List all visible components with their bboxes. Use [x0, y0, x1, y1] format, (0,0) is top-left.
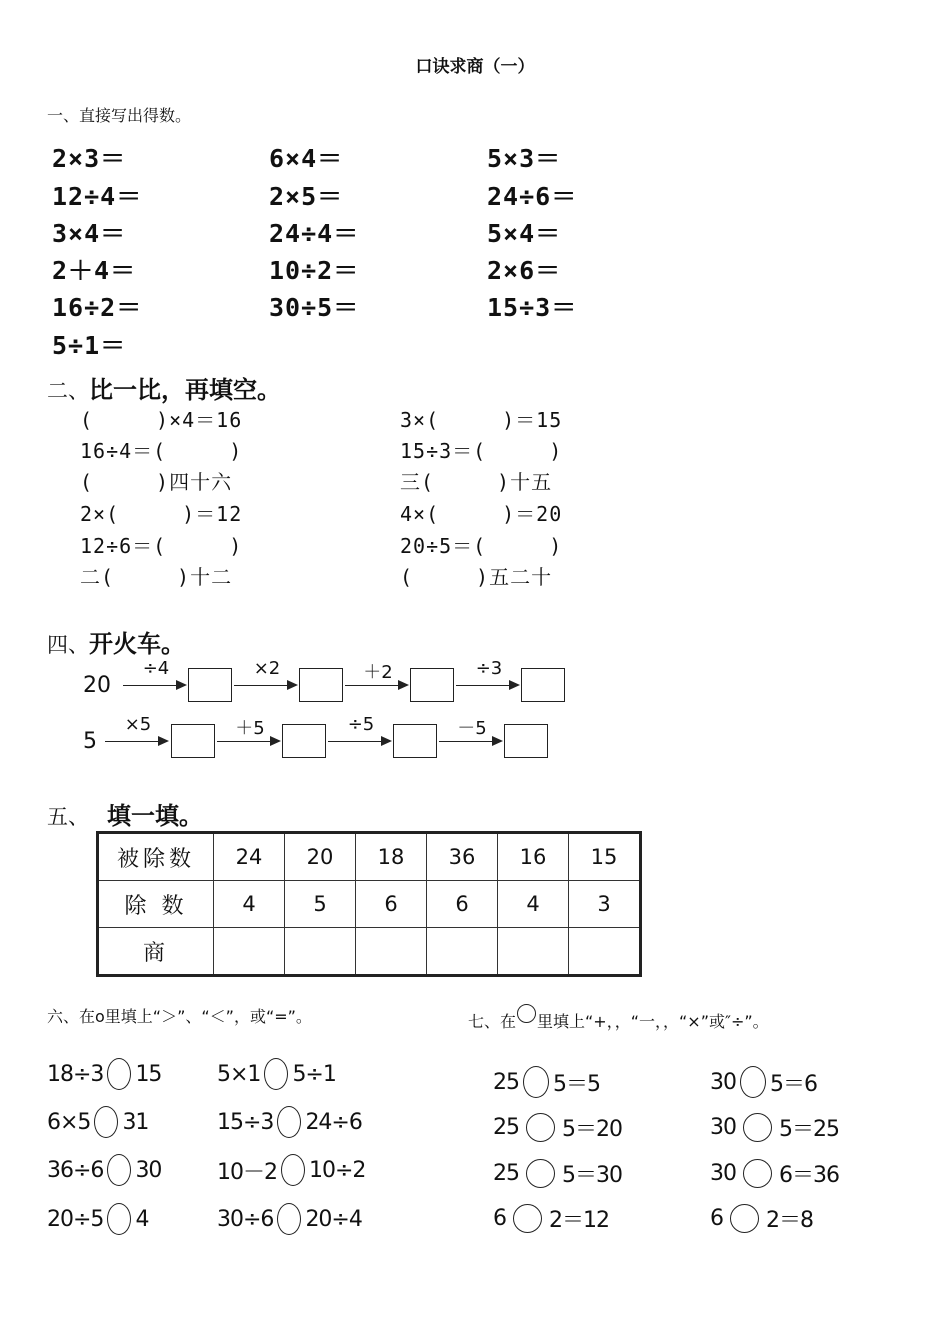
- section5-heading-prefix: 五、: [47, 805, 89, 829]
- right-expr: 10÷2: [309, 1157, 366, 1183]
- s1-equation: 24÷4＝: [269, 219, 360, 248]
- left-number: 25: [493, 1161, 519, 1186]
- quotient-answer-cell[interactable]: [285, 928, 356, 976]
- right-expr: 6＝36: [779, 1163, 839, 1188]
- s1-equation: 16÷2＝: [52, 293, 143, 322]
- divisor-cell: 6: [427, 881, 498, 928]
- quotient-answer-cell[interactable]: [214, 928, 285, 976]
- right-expr: 5＝30: [562, 1163, 622, 1188]
- s7-operator-item: [493, 1112, 622, 1143]
- s2-fill-blank: 16÷4＝( ): [80, 439, 243, 463]
- quotient-answer-cell[interactable]: [569, 928, 641, 976]
- divisor-cell: 5: [285, 881, 356, 928]
- left-expr: 36÷6: [47, 1157, 104, 1183]
- section2-heading: [47, 370, 281, 405]
- dividend-cell: 24: [214, 833, 285, 881]
- s7-operator-item: [710, 1203, 813, 1234]
- s1-equation: 5÷1＝: [52, 331, 127, 360]
- s1-equation: 5×3＝: [487, 144, 562, 173]
- compare-oval[interactable]: [107, 1154, 131, 1186]
- compare-oval[interactable]: [277, 1203, 301, 1235]
- right-expr: 5＝5: [553, 1071, 600, 1097]
- left-expr: 18÷3: [47, 1061, 104, 1087]
- section4-heading-text: 开火车。: [89, 630, 185, 658]
- s6-compare-item: [47, 1106, 148, 1138]
- train1-answer-box[interactable]: [521, 668, 565, 702]
- train1-arrow: [234, 685, 296, 686]
- table-row: [98, 881, 641, 928]
- s1-equation: 30÷5＝: [269, 293, 360, 322]
- left-expr: 10－2: [217, 1159, 277, 1185]
- train2-answer-box[interactable]: [282, 724, 326, 758]
- s1-equation: 2×6＝: [487, 256, 562, 285]
- section5-heading: [47, 796, 203, 831]
- s1-equation: 2×5＝: [269, 182, 344, 211]
- section5-heading-text: 填一填。: [107, 802, 203, 830]
- right-expr: 5＝20: [562, 1117, 622, 1142]
- s2-fill-blank: ( )四十六: [80, 470, 233, 494]
- s6-compare-item: [217, 1106, 362, 1138]
- train1-op-label: ＋2: [363, 662, 393, 683]
- table-row: [98, 833, 641, 881]
- train1-op-label: ×2: [253, 658, 281, 679]
- s7-operator-item: [710, 1158, 839, 1189]
- s7-operator-item: [710, 1066, 817, 1098]
- s1-equation: 2＋4＝: [52, 256, 137, 285]
- train2-arrow: [439, 741, 501, 742]
- left-expr: 20÷5: [47, 1206, 104, 1232]
- right-expr: 20÷4: [305, 1206, 362, 1232]
- left-number: 25: [493, 1115, 519, 1140]
- s2-fill-blank: 3×( )＝15: [400, 408, 563, 432]
- right-expr: 31: [122, 1109, 149, 1135]
- right-expr: 5＝6: [770, 1071, 817, 1097]
- quotient-answer-cell[interactable]: [356, 928, 427, 976]
- left-number: 6: [493, 1206, 506, 1231]
- row-label-divisor: 除 数: [98, 881, 214, 928]
- section4-heading-prefix: 四、: [47, 633, 89, 657]
- division-table: [96, 831, 642, 977]
- s2-fill-blank: 4×( )＝20: [400, 502, 563, 526]
- section4-heading: [47, 624, 185, 659]
- train2-answer-box[interactable]: [393, 724, 437, 758]
- s6-compare-item: [47, 1058, 161, 1090]
- s2-fill-blank: 二( )十二: [80, 565, 233, 589]
- train1-start-number: 20: [83, 673, 111, 698]
- row-label-dividend: 被除数: [98, 833, 214, 881]
- s1-equation: 3×4＝: [52, 219, 127, 248]
- s2-fill-blank: ( )五二十: [400, 565, 553, 589]
- divisor-cell: 4: [498, 881, 569, 928]
- section1-heading: 一、直接写出得数。: [47, 106, 192, 125]
- right-expr: 5÷1: [292, 1061, 336, 1087]
- train1-answer-box[interactable]: [410, 668, 454, 702]
- s1-equation: 24÷6＝: [487, 182, 578, 211]
- quotient-answer-cell[interactable]: [498, 928, 569, 976]
- s1-equation: 12÷4＝: [52, 182, 143, 211]
- train2-start-number: 5: [83, 729, 97, 754]
- train2-arrow: [328, 741, 390, 742]
- left-number: 25: [493, 1069, 519, 1095]
- row-label-quotient: 商: [98, 928, 214, 976]
- compare-oval[interactable]: [107, 1058, 131, 1090]
- s6-compare-item: [47, 1203, 148, 1235]
- operator-circle[interactable]: [526, 1113, 555, 1142]
- dividend-cell: 18: [356, 833, 427, 881]
- right-expr: 2＝8: [766, 1208, 813, 1233]
- operator-circle[interactable]: [743, 1113, 772, 1142]
- circle-icon: [517, 1004, 536, 1023]
- section7-heading-start: 七、在: [468, 1012, 517, 1031]
- dividend-cell: 20: [285, 833, 356, 881]
- table-row: [98, 928, 641, 976]
- s7-operator-item: [710, 1112, 839, 1143]
- quotient-answer-cell[interactable]: [427, 928, 498, 976]
- train2-op-label: ＋5: [235, 718, 265, 739]
- right-expr: 4: [135, 1206, 149, 1232]
- s6-compare-item: [217, 1154, 365, 1186]
- compare-oval[interactable]: [107, 1203, 131, 1235]
- divisor-cell: 6: [356, 881, 427, 928]
- s2-fill-blank: 20÷5＝( ): [400, 534, 563, 558]
- operator-circle[interactable]: [526, 1159, 555, 1188]
- section7-heading-end: 里填上“+，，“一，，“×”或″÷”。: [537, 1012, 769, 1031]
- operator-circle[interactable]: [740, 1066, 766, 1098]
- compare-oval[interactable]: [281, 1154, 305, 1186]
- s6-compare-item: [217, 1058, 336, 1090]
- left-expr: 6×5: [47, 1109, 91, 1135]
- train1-arrow: [345, 685, 407, 686]
- s7-operator-item: [493, 1203, 609, 1234]
- train1-answer-box[interactable]: [299, 668, 343, 702]
- s2-fill-blank: 12÷6＝( ): [80, 534, 243, 558]
- right-expr: 2＝12: [549, 1208, 609, 1233]
- section2-heading-text: 比一比，再填空。: [89, 376, 281, 404]
- right-expr: 24÷6: [305, 1109, 362, 1135]
- section6-heading: 六、在o里填上“＞”、“＜”，或“=”。: [47, 1007, 312, 1026]
- train1-arrow: [123, 685, 185, 686]
- dividend-cell: 16: [498, 833, 569, 881]
- s2-fill-blank: 三( )十五: [400, 470, 553, 494]
- page-title: 口诀求商（一）: [415, 57, 535, 77]
- s1-equation: 15÷3＝: [487, 293, 578, 322]
- compare-oval[interactable]: [264, 1058, 288, 1090]
- train2-op-label: ×5: [124, 714, 152, 735]
- left-number: 30: [710, 1069, 736, 1095]
- left-expr: 15÷3: [217, 1109, 274, 1135]
- compare-oval[interactable]: [277, 1106, 301, 1138]
- s1-equation: 6×4＝: [269, 144, 344, 173]
- s1-equation: 5×4＝: [487, 219, 562, 248]
- s2-fill-blank: ( )×4＝16: [80, 408, 243, 432]
- dividend-cell: 36: [427, 833, 498, 881]
- train1-arrow: [456, 685, 518, 686]
- right-expr: 15: [135, 1061, 162, 1087]
- s6-compare-item: [47, 1154, 161, 1186]
- train2-arrow: [217, 741, 279, 742]
- left-number: 6: [710, 1206, 723, 1231]
- dividend-cell: 15: [569, 833, 641, 881]
- s7-operator-item: [493, 1158, 622, 1189]
- train1-answer-box[interactable]: [188, 668, 232, 702]
- left-expr: 5×1: [217, 1061, 261, 1087]
- left-expr: 30÷6: [217, 1206, 274, 1232]
- s2-fill-blank: 2×( )＝12: [80, 502, 243, 526]
- compare-oval[interactable]: [94, 1106, 118, 1138]
- s6-compare-item: [217, 1203, 362, 1235]
- left-number: 30: [710, 1115, 736, 1140]
- operator-circle[interactable]: [523, 1066, 549, 1098]
- train1-op-label: ÷3: [475, 658, 503, 679]
- train2-op-label: ÷5: [347, 714, 375, 735]
- section7-heading: [468, 1004, 769, 1032]
- section2-heading-prefix: 二、: [47, 379, 89, 403]
- operator-circle[interactable]: [730, 1204, 759, 1233]
- s1-equation: 2×3＝: [52, 144, 127, 173]
- train2-answer-box[interactable]: [171, 724, 215, 758]
- right-expr: 5＝25: [779, 1117, 839, 1142]
- operator-circle[interactable]: [743, 1159, 772, 1188]
- s2-fill-blank: 15÷3＝( ): [400, 439, 563, 463]
- train1-op-label: ÷4: [142, 658, 170, 679]
- s7-operator-item: [493, 1066, 600, 1098]
- right-expr: 30: [135, 1157, 162, 1183]
- train2-op-label: －5: [457, 718, 487, 739]
- operator-circle[interactable]: [513, 1204, 542, 1233]
- left-number: 30: [710, 1161, 736, 1186]
- train2-answer-box[interactable]: [504, 724, 548, 758]
- train2-arrow: [105, 741, 167, 742]
- s1-equation: 10÷2＝: [269, 256, 360, 285]
- divisor-cell: 3: [569, 881, 641, 928]
- divisor-cell: 4: [214, 881, 285, 928]
